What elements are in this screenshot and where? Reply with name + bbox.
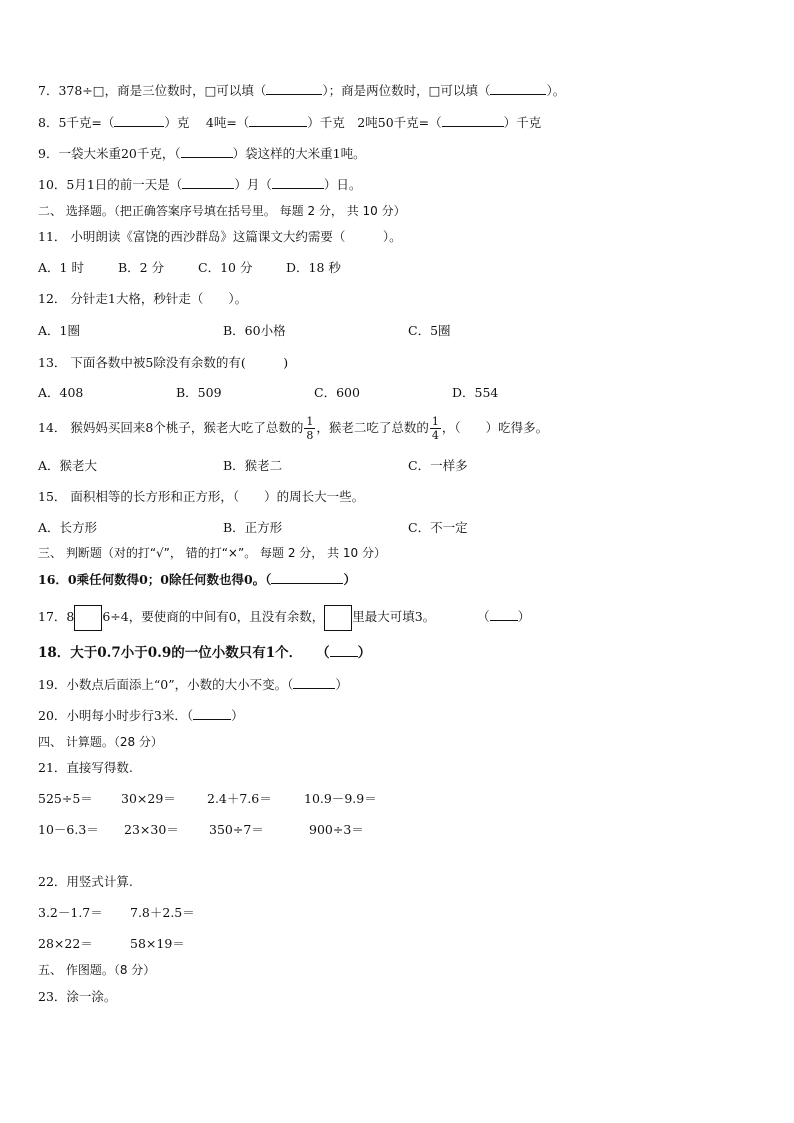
calc-item: 10.9－9.9＝ <box>304 791 377 806</box>
option-c[interactable]: C．5圈 <box>408 323 451 338</box>
question-11: 11． 小明朗读《富饶的西沙群岛》这篇课文大约需要（ ）。 <box>38 229 402 244</box>
answer-blank[interactable] <box>442 114 504 127</box>
question-14-options <box>38 457 468 475</box>
answer-blank[interactable] <box>293 676 335 689</box>
calc-item: 350÷7＝ <box>209 822 264 837</box>
question-16: 16．0乘任何数得0；0除任何数也得0。（ ） <box>38 572 356 587</box>
question-12: 12． 分针走1大格，秒针走（ ）。 <box>38 291 248 306</box>
option-a[interactable]: A．猴老大 <box>38 458 98 473</box>
digit-box[interactable] <box>74 605 102 631</box>
question-14: 14． 猴妈妈买回来8个桃子，猴老大吃了总数的 $\frac{1}{8}$ ，猴老二吃了总数的 $\frac{1}{4}$ ，（ ）吃得多。 <box>38 415 549 442</box>
question-8: 8．5千克=（ ）克 4吨=（ ）千克 2吨50千克=（ ）千克 <box>38 115 542 130</box>
option-c[interactable]: C．不一定 <box>408 520 468 535</box>
question-22-row-2 <box>38 935 185 953</box>
question-13: 13． 下面各数中被5除没有余数的有( ) <box>38 355 289 370</box>
question-9: 9．一袋大米重20千克，（ ）袋这样的大米重1吨。 <box>38 146 366 161</box>
answer-blank[interactable] <box>193 707 231 720</box>
option-a[interactable]: A．1圈 <box>38 323 80 338</box>
question-13-options <box>38 384 498 402</box>
section-5-heading: 五、 作图题。（8 分） <box>38 963 156 977</box>
option-c[interactable]: C．10 分 <box>198 260 253 275</box>
calc-item: 10－6.3＝ <box>38 822 99 837</box>
calc-item: 7.8＋2.5＝ <box>130 905 195 920</box>
question-15-options <box>38 519 468 537</box>
answer-blank[interactable] <box>266 82 322 95</box>
answer-blank[interactable] <box>271 571 343 584</box>
option-b[interactable]: B．正方形 <box>223 520 283 535</box>
question-21: 21．直接写得数. <box>38 760 133 775</box>
option-b[interactable]: B．2 分 <box>118 260 165 275</box>
answer-blank[interactable] <box>182 176 234 189</box>
calc-item: 3.2－1.7＝ <box>38 905 103 920</box>
option-b[interactable]: B．60小格 <box>223 323 286 338</box>
answer-blank[interactable] <box>490 608 518 621</box>
answer-blank[interactable] <box>114 114 164 127</box>
fraction-one-quarter: $\frac{1}{4}$ <box>431 415 439 442</box>
option-d[interactable]: D．554 <box>452 385 499 400</box>
question-18: 18．大于0.7小于0.9的一位小数只有1个． （ ） <box>38 645 372 661</box>
calc-item: 525÷5＝ <box>38 791 93 806</box>
question-15: 15． 面积相等的长方形和正方形，（ ）的周长大一些。 <box>38 489 365 504</box>
section-2-heading: 二、 选择题。（把正确答案序号填在括号里。 每题 2 分， 共 10 分） <box>38 204 406 218</box>
calc-item: 28×22＝ <box>38 936 93 951</box>
question-22-row-1 <box>38 904 195 922</box>
option-c[interactable]: C．一样多 <box>408 458 468 473</box>
question-20: 20．小明每小时步行3米．（ ） <box>38 708 244 723</box>
calc-item: 23×30＝ <box>124 822 179 837</box>
section-4-heading: 四、 计算题。（28 分） <box>38 735 163 749</box>
question-19: 19．小数点后面添上“0”，小数的大小不变。（ ） <box>38 677 348 692</box>
question-23: 23．涂一涂。 <box>38 989 117 1004</box>
calc-item: 30×29＝ <box>121 791 176 806</box>
option-b[interactable]: B．猴老二 <box>223 458 283 473</box>
calc-item: 900÷3＝ <box>309 822 364 837</box>
fraction-one-eighth: $\frac{1}{8}$ <box>306 415 314 442</box>
answer-blank[interactable] <box>272 176 324 189</box>
answer-blank[interactable] <box>330 644 358 657</box>
answer-blank[interactable] <box>490 82 546 95</box>
calc-item: 2.4＋7.6＝ <box>207 791 272 806</box>
question-17: 17．8 6÷4，要使商的中间有0，且没有余数， 里最大可填3。 （ ） <box>38 603 530 631</box>
option-a[interactable]: A．1 时 <box>38 260 84 275</box>
option-c[interactable]: C．600 <box>314 385 360 400</box>
option-a[interactable]: A．408 <box>38 385 84 400</box>
digit-box[interactable] <box>324 605 352 631</box>
option-d[interactable]: D．18 秒 <box>286 260 341 275</box>
option-b[interactable]: B．509 <box>176 385 222 400</box>
calc-item: 58×19＝ <box>130 936 185 951</box>
question-22: 22．用竖式计算. <box>38 874 133 889</box>
answer-blank[interactable] <box>249 114 307 127</box>
question-21-row-1 <box>38 790 377 808</box>
question-11-options <box>38 259 341 277</box>
section-3-heading: 三、 判断题（对的打“√”， 错的打“×”。 每题 2 分， 共 10 分） <box>38 546 386 560</box>
answer-blank[interactable] <box>181 145 233 158</box>
option-a[interactable]: A．长方形 <box>38 520 98 535</box>
question-12-options <box>38 322 451 340</box>
question-10: 10．5月1日的前一天是（ ）月（ ）日。 <box>38 177 362 192</box>
question-7: 7．378÷□，商是三位数时，□可以填（ ）；商是两位数时，□可以填（ ）。 <box>38 83 566 98</box>
question-21-row-2 <box>38 821 364 839</box>
